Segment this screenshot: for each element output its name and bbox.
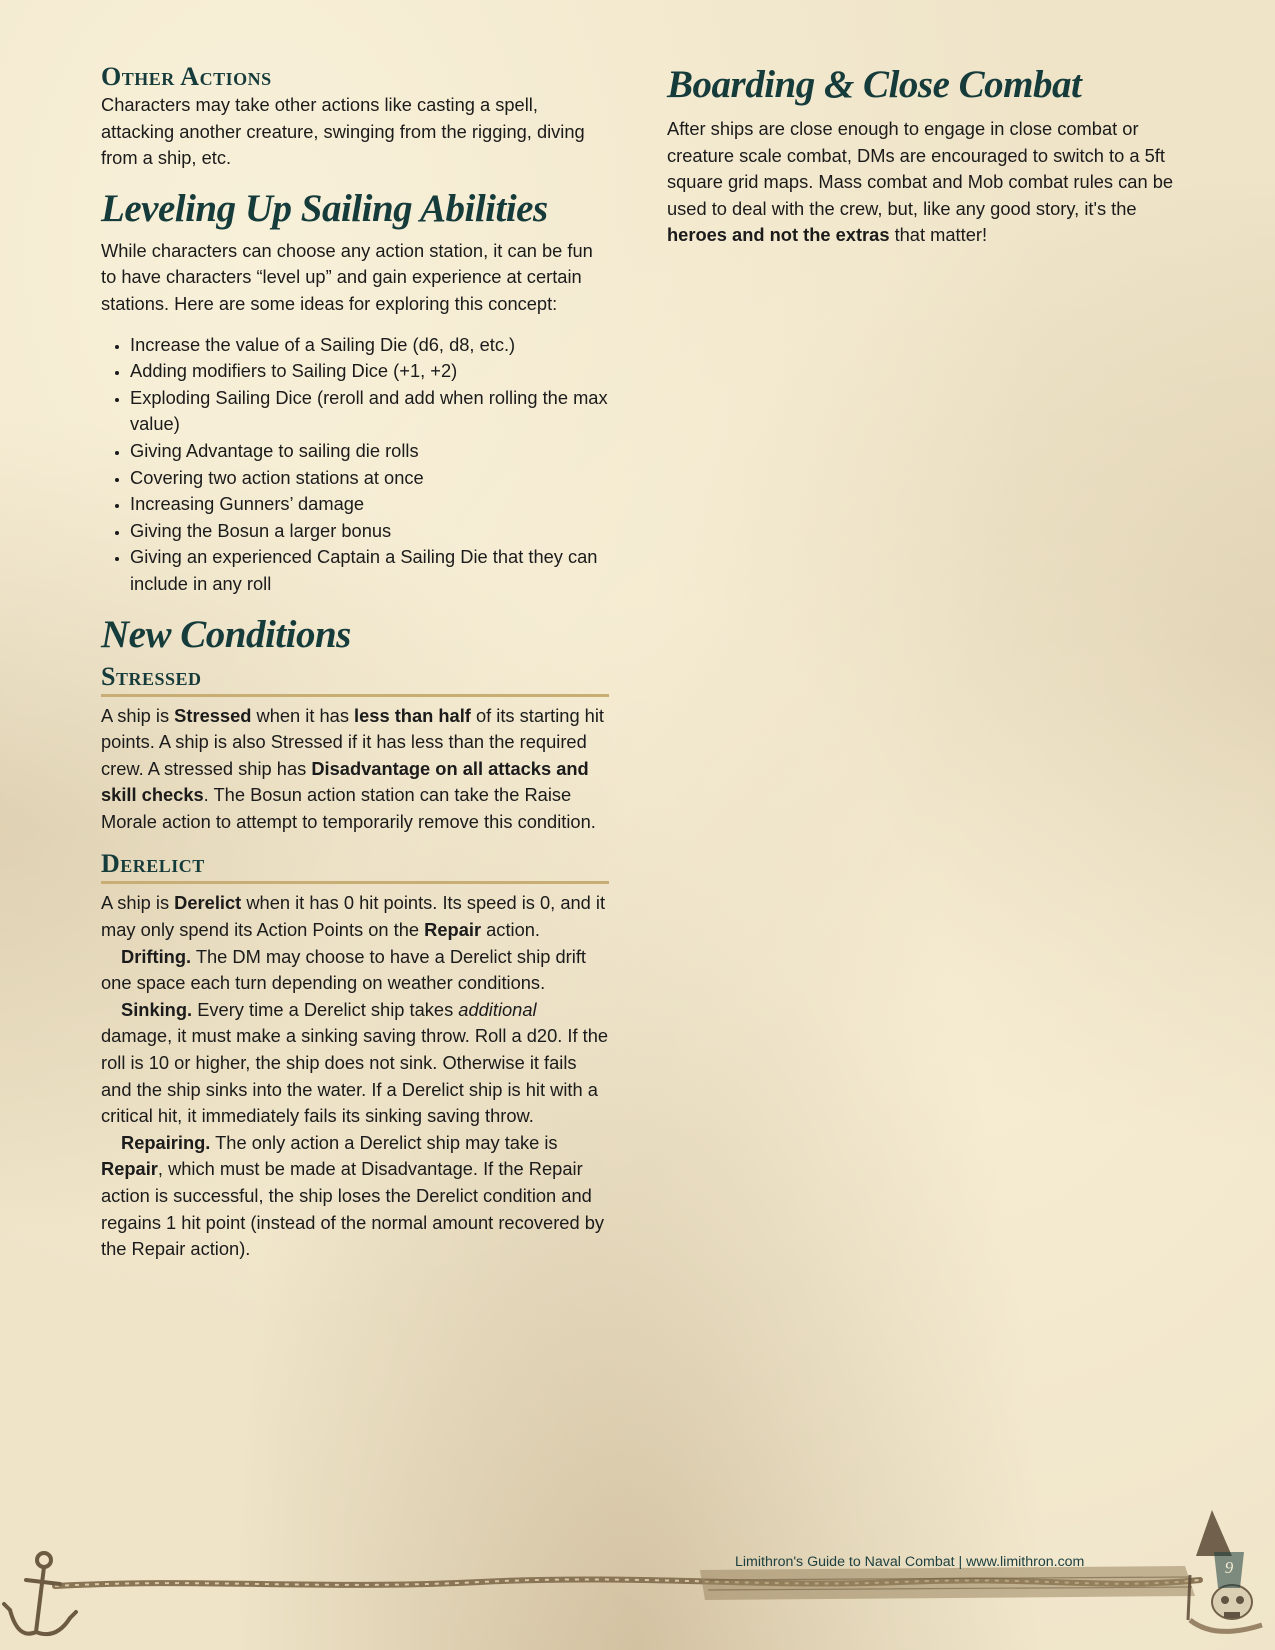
boarding-text: After ships are close enough to engage in close combat or creature scale combat, DMs are encouraged to switch to a 5ft square grid maps. Mass combat and Mob combat rules can be used to deal with the crew, but, like any good story, it's the heroes and not the extras that matter! <box>667 118 1174 246</box>
derelict-heading: Derelict <box>101 849 609 884</box>
list-item: • Exploding Sailing Dice (reroll and add when rolling the max value) <box>130 385 609 438</box>
plank-banner <box>700 1566 1195 1600</box>
sinking-paragraph: Sinking. Every time a Derelict ship takes additional damage, it must make a sinking saving throw. Roll a d20. If the roll is 10 or higher, the ship does not sink. Otherwise it fails and the ship sinks into the water. If a Derelict ship is hit with a critical hit, it immediately fails its sinking saving throw. <box>101 998 609 1127</box>
page-number: 9 <box>1224 1558 1234 1577</box>
leveling-heading: Leveling Up Sailing Abilities <box>101 186 548 230</box>
new-conditions-heading: New Conditions <box>101 612 351 656</box>
stressed-text: A ship is Stressed when it has less than half of its starting hit points. A ship is also Stressed if it has less than the required crew. A stressed ship has Disadvantage on all attacks and skill checks. The Bosun action station can take the Raise Morale action to attempt to temporarily remove this condition. <box>101 704 604 832</box>
other-actions-heading: Other Actions <box>101 62 272 91</box>
stressed-heading: Stressed <box>101 662 609 697</box>
footer-text: Limithron's Guide to Naval Combat | www.limithron.com <box>735 1554 1085 1570</box>
list-item: • Covering two action stations at once <box>130 465 609 492</box>
leveling-intro: While characters can choose any action station, it can be fun to have characters “level up” and gain experience at certain stations. Here are some ideas for exploring this concept: <box>101 239 593 314</box>
list-item: • Adding modifiers to Sailing Dice (+1, +2) <box>130 358 609 385</box>
repairing-paragraph: Repairing. The only action a Derelict ship may take is Repair, which must be made at Disadvantage. If the Repair action is successful, the ship loses the Derelict condition and regains 1 hit point (instead of the normal amount recovered by the Repair action). <box>101 1131 605 1260</box>
list-item: • Giving Advantage to sailing die rolls <box>130 438 609 465</box>
list-item: • Giving an experienced Captain a Sailing Die that they can include in any roll <box>130 544 609 597</box>
list-item: • Increasing Gunners’ damage <box>130 491 609 518</box>
anchor-icon <box>4 1553 76 1634</box>
list-item: • Increase the value of a Sailing Die (d6, d8, etc.) <box>130 332 609 359</box>
drifting-paragraph: Drifting. The DM may choose to have a Derelict ship drift one space each turn depending on weather conditions. <box>101 945 586 994</box>
derelict-text: A ship is Derelict when it has 0 hit points. Its speed is 0, and it may only spend its Action Points on the Repair action. <box>101 892 606 941</box>
other-actions-text: Characters may take other actions like casting a spell, attacking another creature, swinging from the rigging, diving from a ship, etc. <box>101 94 585 169</box>
list-item: • Giving the Bosun a larger bonus <box>130 518 609 545</box>
boarding-heading: Boarding & Close Combat <box>667 63 1082 106</box>
